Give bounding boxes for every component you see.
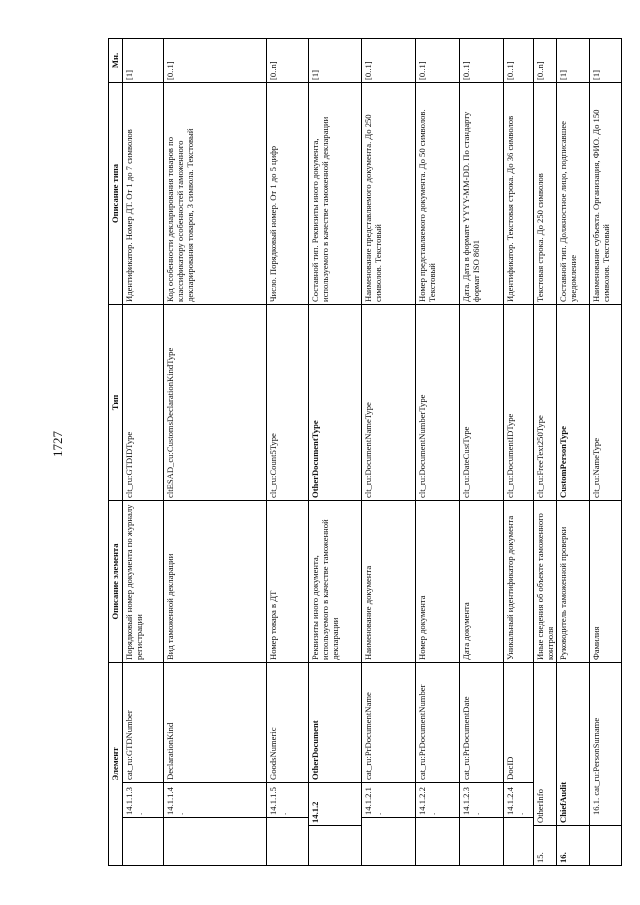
page-number: 1727 bbox=[50, 431, 65, 457]
type-description: Код особенности декларирования товаров по классификатору особенностей таможенного декларирования товаров, 3 символа. Текстовый bbox=[164, 82, 267, 304]
header-multiplicity: Мн. bbox=[109, 38, 123, 82]
element-description: Реквизиты иного документа, используемого в качестве таможенной декларации bbox=[309, 500, 362, 662]
multiplicity: [0..1] bbox=[416, 38, 460, 82]
element-description: Номер товара в ДТ bbox=[267, 500, 309, 662]
type-description: Составной тип. Реквизиты иного документа, используемого в качестве таможенной декларации bbox=[309, 82, 362, 304]
header-description: Описание элемента bbox=[109, 500, 123, 662]
row-number: 15. bbox=[534, 826, 557, 866]
table-row bbox=[267, 38, 309, 865]
element-name: cat_ru:GTDNumber bbox=[123, 662, 164, 782]
type-name: clt_ru:FreeText250Type bbox=[534, 304, 557, 500]
element-name: DocID bbox=[504, 662, 534, 782]
element-description: Дата документа bbox=[460, 500, 504, 662]
row-number: 16. bbox=[557, 826, 590, 866]
header-row bbox=[109, 38, 123, 865]
element-description: Уникальный идентификатор документа bbox=[504, 500, 534, 662]
row-number: 16.1. bbox=[591, 797, 601, 815]
type-name: clt_ru:DocumentNameType bbox=[362, 304, 416, 500]
row-number: 14.1.1.4. bbox=[164, 783, 267, 818]
type-name: clt_ru:DocumentIDType bbox=[504, 304, 534, 500]
element-description: Вид таможенной декларации bbox=[164, 500, 267, 662]
element-name: OtherDocument bbox=[309, 662, 362, 782]
multiplicity: [1] bbox=[590, 38, 622, 82]
element-description: Номер документа bbox=[416, 500, 460, 662]
multiplicity: [0..n] bbox=[534, 38, 557, 82]
type-description: Дата. Дата в формате YYYY-MM-DD. По стандарту формат ISO 8601 bbox=[460, 82, 504, 304]
row-number: 14.1.2.2. bbox=[416, 783, 460, 818]
element-description: Фамилия bbox=[590, 500, 622, 662]
element-description: Руководитель таможенной проверки bbox=[557, 500, 590, 662]
multiplicity: [0..1] bbox=[164, 38, 267, 82]
multiplicity: [1] bbox=[557, 38, 590, 82]
element-description: Иные сведения об объекте таможенного контроля bbox=[534, 500, 557, 662]
header-type-description: Описание типа bbox=[109, 82, 123, 304]
multiplicity: [0..1] bbox=[504, 38, 534, 82]
element-name: DeclarationKind bbox=[164, 662, 267, 782]
element-name: OtherInfo bbox=[534, 662, 557, 825]
multiplicity: [0..1] bbox=[460, 38, 504, 82]
type-description: Идентификатор. Номер ДТ. От 1 до 7 символов bbox=[123, 82, 164, 304]
row-number: 14.1.2.4. bbox=[504, 783, 534, 818]
type-name: clt_ru:NameType bbox=[590, 304, 622, 500]
row-number: 14.1.2.3. bbox=[460, 783, 504, 818]
header-type: Тип bbox=[109, 304, 123, 500]
type-name: clt_ru:Count5Type bbox=[267, 304, 309, 500]
element-name: cat_ru:PrDocumentDate bbox=[460, 662, 504, 782]
row-number: 14.1.2.1. bbox=[362, 783, 416, 818]
element-name-text: cat_ru:PersonSurname bbox=[591, 717, 601, 796]
table-row bbox=[557, 38, 590, 865]
row-number: 14.1.2 bbox=[309, 783, 362, 826]
multiplicity: [0..n] bbox=[267, 38, 309, 82]
type-description: Составной тип. Должностное лицо, подписавшее уведомление bbox=[557, 82, 590, 304]
type-description: Текстовая строка. До 250 символов bbox=[534, 82, 557, 304]
type-name: clt_ru:DocumentNumberType bbox=[416, 304, 460, 500]
table-row bbox=[416, 38, 460, 865]
type-name: clt_ru:GTDIDType bbox=[123, 304, 164, 500]
table-row bbox=[504, 38, 534, 865]
element-description: Наименование документа bbox=[362, 500, 416, 662]
table-row bbox=[362, 38, 416, 865]
header-element: Элемент bbox=[109, 662, 123, 865]
table-row bbox=[460, 38, 504, 865]
type-description: Номер представляемого документа. До 50 символов. Текстовый bbox=[416, 82, 460, 304]
element-table bbox=[108, 38, 622, 866]
multiplicity: [1] bbox=[123, 38, 164, 82]
element-name: ChiefAudit bbox=[557, 662, 590, 825]
type-name: cltESAD_cu:CustomsDeclarationKindType bbox=[164, 304, 267, 500]
type-name: OtherDocumentType bbox=[309, 304, 362, 500]
type-name: CustomPersonType bbox=[557, 304, 590, 500]
type-name: clt_ru:DateCustType bbox=[460, 304, 504, 500]
element-description: Порядковый номер документа по журналу регистрации bbox=[123, 500, 164, 662]
type-description: Наименование субъекта. Организация, ФИО. До 150 символов. Текстовый bbox=[590, 82, 622, 304]
rotated-table-container bbox=[108, 39, 618, 866]
element-name: GoodsNumeric bbox=[267, 662, 309, 782]
row-number: 14.1.1.5. bbox=[267, 783, 309, 818]
table-row bbox=[590, 38, 622, 865]
table-row bbox=[164, 38, 267, 865]
element-name: cat_ru:PrDocumentName bbox=[362, 662, 416, 782]
table-row bbox=[534, 38, 557, 865]
type-description: Число. Порядковый номер. От 1 до 5 цифр bbox=[267, 82, 309, 304]
element-name bbox=[590, 662, 622, 825]
table-row bbox=[123, 38, 164, 865]
multiplicity: [1] bbox=[309, 38, 362, 82]
table-row bbox=[309, 38, 362, 865]
type-description: Наименование представляемого документа. До 250 символов. Текстовый bbox=[362, 82, 416, 304]
element-name: cat_ru:PrDocumentNumber bbox=[416, 662, 460, 782]
type-description: Идентификатор. Текстовая строка. До 36 символов bbox=[504, 82, 534, 304]
row-number: 14.1.1.3. bbox=[123, 783, 164, 818]
multiplicity: [0..1] bbox=[362, 38, 416, 82]
